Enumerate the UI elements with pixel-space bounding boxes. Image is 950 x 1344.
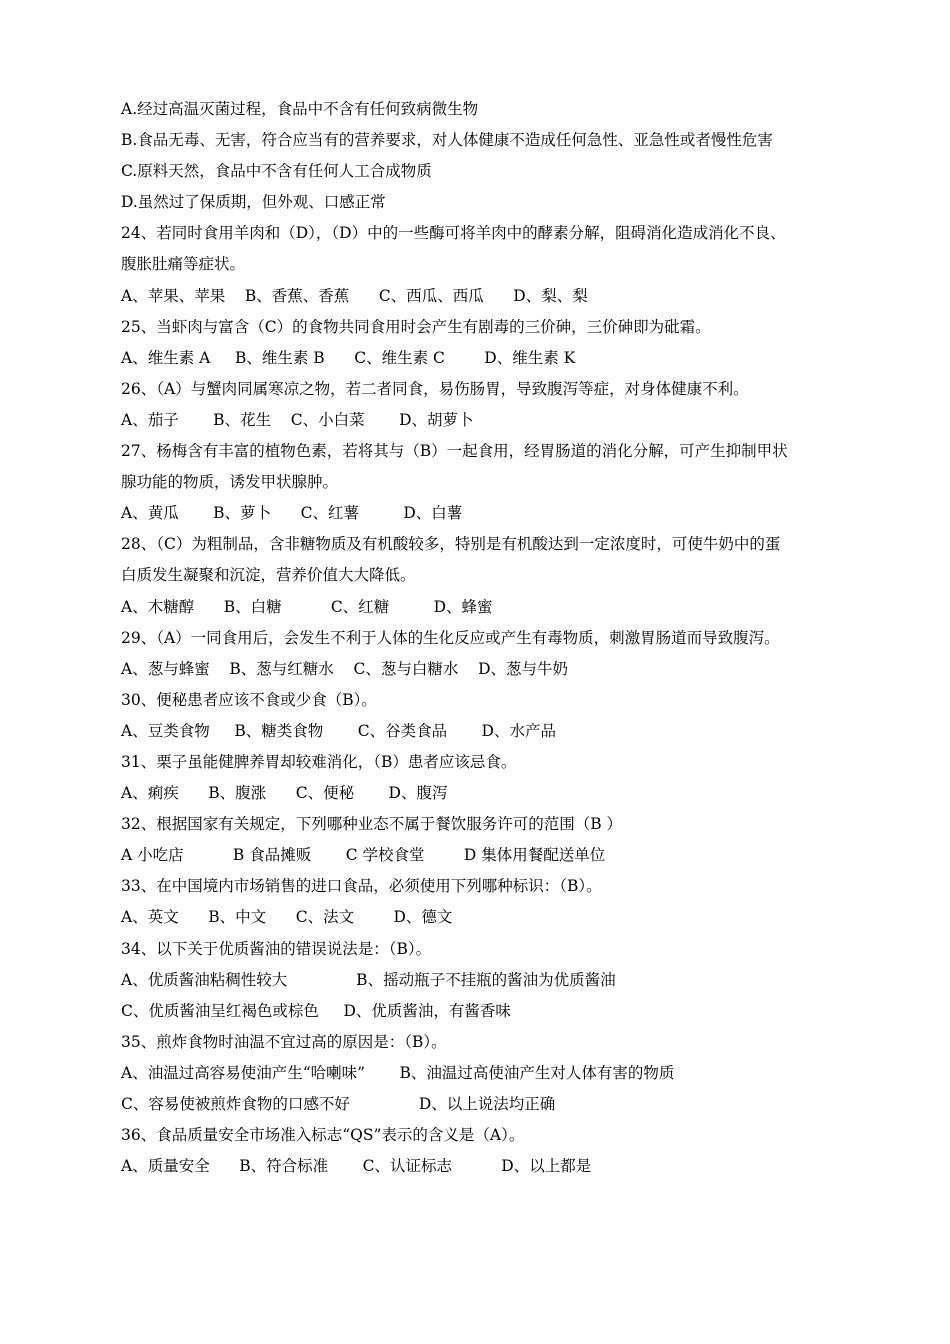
question-33-options: A、英文 B、中文 C、法文 D、德文 (121, 908, 453, 927)
question-34-options-cd: C、优质酱油呈红褐色或棕色 D、优质酱油，有酱香味 (121, 1001, 511, 1020)
question-32: 32、根据国家有关规定，下列哪种业态不属于餐饮服务许可的范围（B ） (121, 815, 623, 834)
question-32-options: A 小吃店 B 食品摊贩 C 学校食堂 D 集体用餐配送单位 (121, 846, 606, 865)
question-35-options-cd: C、容易使被煎炸食物的口感不好 D、以上说法均正确 (121, 1095, 556, 1113)
question-30-options: A、豆类食物 B、糖类食物 C、谷类食品 D、水产品 (121, 721, 556, 740)
question-28: 28、（C）为粗制品，含非糖物质及有机酸较多，特别是有机酸达到一定浓度时，可使牛奶中的蛋 (121, 535, 781, 554)
option-c-line: C.原料天然，食品中不含有任何人工合成物质 (121, 162, 432, 181)
document-body (121, 94, 841, 1182)
question-28-options: A、木糖醇 B、白糖 C、红糖 D、蜂蜜 (121, 597, 493, 616)
question-31: 31、栗子虽能健脾养胃却较难消化，（B）患者应该忌食。 (121, 752, 517, 771)
question-24-options: A、苹果、苹果 B、香蕉、香蕉 C、西瓜、西瓜 D、梨、梨 (121, 286, 588, 305)
question-28-continued: 白质发生凝聚和沉淀，营养价值大大降低。 (121, 566, 416, 585)
question-24: 24、若同时食用羊肉和（D），（D）中的一些酶可将羊肉中的酵素分解，阻碍消化造成消化不良、 (121, 224, 786, 243)
option-b-line: B.食品无毒、无害，符合应当有的营养要求，对人体健康不造成任何急性、亚急性或者慢性危害 (121, 131, 773, 150)
question-35-options-ab: A、油温过高容易使油产生“哈喇味” B、油温过高使油产生对人体有害的物质 (121, 1063, 675, 1082)
question-25: 25、当虾肉与富含（C）的食物共同食用时会产生有剧毒的三价砷，三价砷即为砒霜。 (121, 317, 711, 336)
question-34: 34、以下关于优质酱油的错误说法是：（B）。 (121, 939, 432, 958)
option-a-line: A.经过高温灭菌过程，食品中不含有任何致病微生物 (121, 100, 479, 118)
question-25-options: A、维生素 A B、维生素 B C、维生素 C D、维生素 K (121, 348, 576, 367)
question-27-options: A、黄瓜 B、萝卜 C、红薯 D、白薯 (121, 504, 463, 523)
question-33: 33、在中国境内市场销售的进口食品，必须使用下列哪种标识：（B）。 (121, 877, 602, 896)
option-d-line: D.虽然过了保质期，但外观、口感正常 (121, 193, 386, 212)
question-36-options: A、质量安全 B、符合标准 C、认证标志 D、以上都是 (121, 1157, 592, 1176)
question-36: 36、食品质量安全市场准入标志“QS”表示的含义是（A）。 (121, 1126, 525, 1145)
question-26-options: A、茄子 B、花生 C、小白菜 D、胡萝卜 (121, 410, 474, 429)
question-26: 26、（A）与蟹肉同属寒凉之物，若二者同食，易伤肠胃，导致腹泻等症，对身体健康不利。 (121, 379, 749, 398)
question-24-continued: 腹胀肚痛等症状。 (121, 255, 246, 274)
question-31-options: A、痢疾 B、腹涨 C、便秘 D、腹泻 (121, 784, 448, 803)
question-27: 27、杨梅含有丰富的植物色素，若将其与（B）一起食用，经胃肠道的消化分解，可产生抑制甲状 (121, 442, 788, 461)
question-29: 29、（A）一同食用后，会发生不利于人体的生化反应或产生有毒物质，刺激胃肠道而导致腹泻。 (121, 628, 780, 647)
question-34-options-ab: A、优质酱油粘稠性较大 B、摇动瓶子不挂瓶的酱油为优质酱油 (121, 970, 616, 989)
question-27-continued: 腺功能的物质，诱发甲状腺肿。 (121, 473, 339, 492)
question-29-options: A、葱与蜂蜜 B、葱与红糖水 C、葱与白糖水 D、葱与牛奶 (121, 659, 568, 678)
question-30: 30、便秘患者应该不食或少食（B）。 (121, 690, 377, 709)
question-35: 35、煎炸食物时油温不宜过高的原因是：（B）。 (121, 1032, 447, 1051)
